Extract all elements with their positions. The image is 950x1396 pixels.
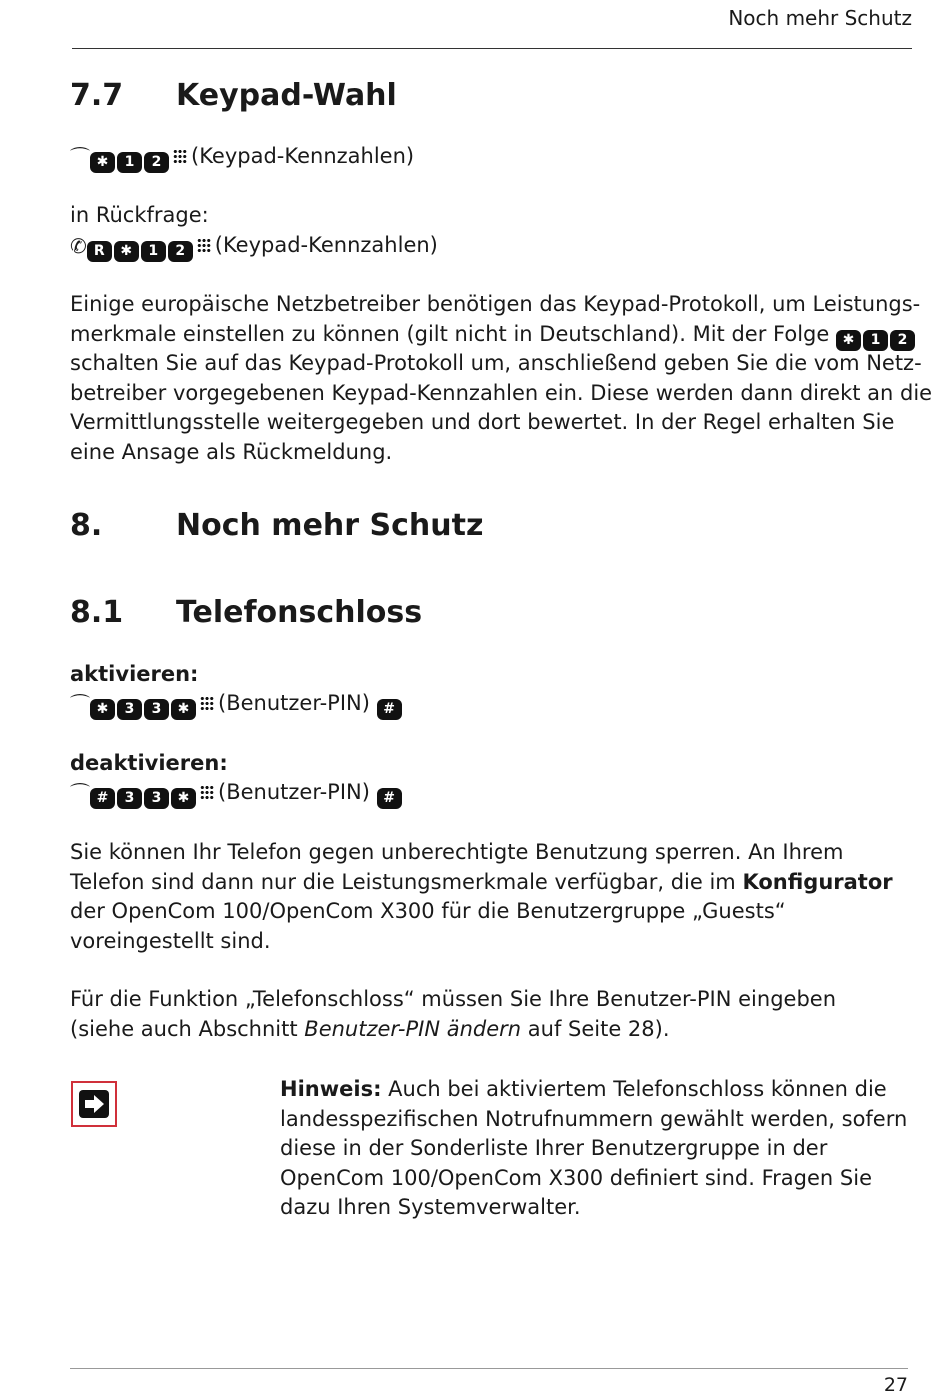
keypad-icon [200, 696, 214, 711]
key-hash: # [90, 788, 115, 809]
key-1: 1 [141, 241, 166, 262]
para-text: der OpenCom 100/OpenCom X300 für die Benutzergruppe „Guests“ voreingestellt sind. [70, 899, 786, 953]
inquiry-suffix: (Keypad-Kennzahlen) [214, 233, 438, 257]
note-label: Hinweis: [280, 1077, 382, 1101]
paragraph-telefonschloss [70, 838, 910, 956]
para-line [70, 320, 917, 351]
para-text: auf Seite 28). [521, 1016, 670, 1041]
para-line: Vermittlungsstelle weitergegeben und dort bewertet. In der Regel erhalten Sie [70, 410, 895, 434]
key-r: R [87, 241, 112, 262]
deactivate-label: deaktivieren: [70, 751, 228, 775]
paragraph-pin [70, 985, 900, 1044]
dial-suffix: (Keypad-Kennzahlen) [191, 144, 415, 168]
key-star: ✱ [171, 788, 196, 809]
key-star: ✱ [836, 330, 861, 351]
key-1: 1 [117, 152, 142, 173]
deactivate-sequence [70, 778, 404, 809]
page-number: 27 [883, 1374, 908, 1396]
para-bold: Konfigurator [742, 869, 893, 894]
key-hash: # [377, 699, 402, 720]
handset-lift-icon: ⌒ [70, 692, 90, 716]
keypad-icon [200, 785, 214, 800]
activate-suffix: (Benutzer-PIN) [218, 691, 370, 715]
key-2: 2 [168, 241, 193, 262]
para-italic: Benutzer-PIN ändern [304, 1016, 522, 1041]
arrow-right-icon [79, 1090, 109, 1118]
key-1: 1 [863, 330, 888, 351]
section-number: 7.7 [70, 78, 124, 113]
key-star: ✱ [171, 699, 196, 720]
handset-icon: ✆ [70, 234, 87, 258]
section-title: Telefonschloss [176, 595, 423, 630]
para-line-text: merkmale einstellen zu können (gilt nicht in Deutschland). Mit der Folge [70, 322, 830, 346]
para-text: Für die Funktion „Telefonschloss“ müssen Sie Ihre Benutzer-PIN eingeben (siehe auch Abschnitt [70, 987, 836, 1041]
handset-lift-icon: ⌒ [70, 781, 90, 805]
section-title: Noch mehr Schutz [176, 508, 484, 543]
key-2: 2 [890, 330, 915, 351]
key-3: 3 [144, 788, 169, 809]
keypad-icon [173, 149, 187, 164]
section-number: 8.1 [70, 595, 124, 630]
running-head: Noch mehr Schutz [728, 6, 912, 30]
key-2: 2 [144, 152, 169, 173]
section-heading-7-7 [70, 78, 397, 113]
header-rule [72, 48, 912, 49]
key-3: 3 [117, 788, 142, 809]
keypad-icon [197, 238, 211, 253]
para-line: Einige europäische Netzbetreiber benötigen das Keypad-Protokoll, um Leistungs- [70, 292, 921, 316]
key-star: ✱ [90, 152, 115, 173]
section-heading-8-1 [70, 595, 422, 630]
deactivate-suffix: (Benutzer-PIN) [218, 780, 370, 804]
key-3: 3 [117, 699, 142, 720]
key-star: ✱ [90, 699, 115, 720]
dial-sequence [70, 142, 414, 173]
note-box [71, 1081, 117, 1127]
key-star: ✱ [114, 241, 139, 262]
section-number: 8. [70, 508, 103, 543]
note-text [280, 1075, 920, 1223]
para-line: schalten Sie auf das Keypad-Protokoll um, anschließend geben Sie die vom Netz- [70, 351, 922, 375]
para-line: eine Ansage als Rückmeldung. [70, 440, 393, 464]
note-body: Auch bei aktiviertem Telefonschloss können die landesspezifischen Notrufnummern gewählt werden, sofern diese in der Sonderliste Ihrer Benutzergruppe in der OpenCom 100/OpenCom X300 definiert sind. Fragen Sie dazu Ihren Systemverwalter. [280, 1077, 908, 1220]
inquiry-label: in Rückfrage: [70, 203, 209, 227]
key-3: 3 [144, 699, 169, 720]
para-text: Sie können Ihr Telefon gegen unberechtigte Benutzung sperren. An Ihrem Telefon sind dann nur die Leistungsmerkmale verfügbar, die im [70, 840, 844, 894]
section-title: Keypad-Wahl [176, 78, 397, 113]
footer-rule [70, 1368, 908, 1369]
handset-lift-icon: ⌒ [70, 145, 90, 169]
activate-sequence [70, 689, 404, 720]
section-heading-8 [70, 508, 483, 543]
activate-label: aktivieren: [70, 662, 199, 686]
key-hash: # [377, 788, 402, 809]
inquiry-sequence [70, 231, 438, 262]
para-line: betreiber vorgegebenen Keypad-Kennzahlen ein. Diese werden dann direkt an die [70, 381, 933, 405]
